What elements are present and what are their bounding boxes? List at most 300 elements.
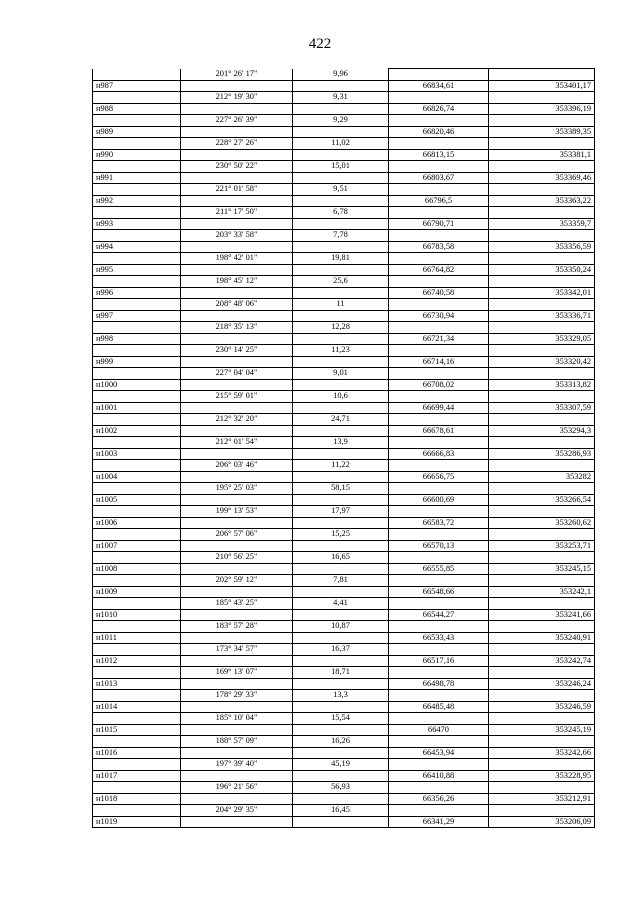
point-row: [93, 816, 595, 828]
x-coordinate-cell: 66730,94: [389, 310, 489, 322]
angle-cell: 204° 29' 35": [181, 805, 293, 817]
point-name-cell: н1018: [93, 793, 181, 805]
distance-cell: [293, 195, 389, 207]
angle-cell: [181, 195, 293, 207]
angle-cell: [181, 333, 293, 345]
y-coordinate-cell: [489, 437, 595, 449]
angle-cell: [181, 402, 293, 414]
x-coordinate-cell: [389, 552, 489, 564]
point-row: [93, 609, 595, 621]
point-name-cell: н996: [93, 287, 181, 299]
distance-cell: 16,65: [293, 552, 389, 564]
y-coordinate-cell: 353260,62: [489, 517, 595, 529]
point-name-cell: [93, 69, 181, 81]
angle-cell: [181, 218, 293, 230]
y-coordinate-cell: [489, 138, 595, 150]
segment-row: [93, 575, 595, 587]
y-coordinate-cell: 353282: [489, 471, 595, 483]
angle-cell: [181, 80, 293, 92]
distance-cell: [293, 494, 389, 506]
segment-row: [93, 667, 595, 679]
x-coordinate-cell: 66678,61: [389, 425, 489, 437]
angle-cell: [181, 448, 293, 460]
angle-cell: 206° 03' 46": [181, 460, 293, 472]
point-row: [93, 448, 595, 460]
point-name-cell: н1012: [93, 655, 181, 667]
x-coordinate-cell: [389, 115, 489, 127]
segment-row: [93, 621, 595, 633]
y-coordinate-cell: [489, 506, 595, 518]
segment-row: [93, 736, 595, 748]
x-coordinate-cell: [389, 690, 489, 702]
point-row: [93, 540, 595, 552]
angle-cell: 227° 04' 04": [181, 368, 293, 380]
angle-cell: [181, 609, 293, 621]
angle-cell: 198° 45' 12": [181, 276, 293, 288]
segment-row: [93, 483, 595, 495]
distance-cell: 9,51: [293, 184, 389, 196]
segment-row: [93, 782, 595, 794]
angle-cell: [181, 747, 293, 759]
point-name-cell: н998: [93, 333, 181, 345]
x-coordinate-cell: [389, 598, 489, 610]
x-coordinate-cell: 66790,71: [389, 218, 489, 230]
point-row: [93, 402, 595, 414]
point-row: [93, 310, 595, 322]
y-coordinate-cell: [489, 552, 595, 564]
x-coordinate-cell: 66813,15: [389, 149, 489, 161]
angle-cell: [181, 172, 293, 184]
point-name-cell: [93, 161, 181, 173]
angle-cell: [181, 310, 293, 322]
distance-cell: 9,01: [293, 368, 389, 380]
point-name-cell: н1014: [93, 701, 181, 713]
y-coordinate-cell: 353396,19: [489, 103, 595, 115]
distance-cell: [293, 816, 389, 828]
distance-cell: 6,78: [293, 207, 389, 219]
x-coordinate-cell: 66570,13: [389, 540, 489, 552]
segment-row: [93, 460, 595, 472]
x-coordinate-cell: [389, 207, 489, 219]
angle-cell: 211° 17' 50": [181, 207, 293, 219]
distance-cell: [293, 724, 389, 736]
distance-cell: [293, 609, 389, 621]
point-name-cell: [93, 414, 181, 426]
distance-cell: [293, 126, 389, 138]
angle-cell: 230° 50' 22": [181, 161, 293, 173]
segment-row: [93, 759, 595, 771]
point-name-cell: [93, 736, 181, 748]
y-coordinate-cell: [489, 230, 595, 242]
point-name-cell: н997: [93, 310, 181, 322]
point-row: [93, 218, 595, 230]
distance-cell: 9,31: [293, 92, 389, 104]
x-coordinate-cell: 66555,85: [389, 563, 489, 575]
angle-cell: 195° 25' 03": [181, 483, 293, 495]
segment-row: [93, 138, 595, 150]
y-coordinate-cell: 353286,93: [489, 448, 595, 460]
x-coordinate-cell: [389, 184, 489, 196]
y-coordinate-cell: [489, 322, 595, 334]
y-coordinate-cell: 353381,1: [489, 149, 595, 161]
point-row: [93, 793, 595, 805]
y-coordinate-cell: 353245,15: [489, 563, 595, 575]
angle-cell: 218° 35' 13": [181, 322, 293, 334]
segment-row: [93, 299, 595, 311]
y-coordinate-cell: [489, 207, 595, 219]
y-coordinate-cell: [489, 368, 595, 380]
angle-cell: 201° 26' 17": [181, 69, 293, 81]
point-name-cell: н990: [93, 149, 181, 161]
y-coordinate-cell: 353228,95: [489, 770, 595, 782]
y-coordinate-cell: [489, 782, 595, 794]
y-coordinate-cell: [489, 759, 595, 771]
y-coordinate-cell: [489, 253, 595, 265]
y-coordinate-cell: 353307,59: [489, 402, 595, 414]
distance-cell: [293, 172, 389, 184]
x-coordinate-cell: [389, 345, 489, 357]
y-coordinate-cell: [489, 184, 595, 196]
point-name-cell: н995: [93, 264, 181, 276]
x-coordinate-cell: 66764,82: [389, 264, 489, 276]
point-row: [93, 103, 595, 115]
point-name-cell: н1010: [93, 609, 181, 621]
angle-cell: 173° 34' 57": [181, 644, 293, 656]
point-name-cell: [93, 92, 181, 104]
distance-cell: 9,29: [293, 115, 389, 127]
y-coordinate-cell: 353245,19: [489, 724, 595, 736]
point-name-cell: н1019: [93, 816, 181, 828]
point-name-cell: [93, 345, 181, 357]
distance-cell: 11,23: [293, 345, 389, 357]
y-coordinate-cell: [489, 690, 595, 702]
point-name-cell: [93, 299, 181, 311]
x-coordinate-cell: [389, 299, 489, 311]
angle-cell: [181, 655, 293, 667]
segment-row: [93, 506, 595, 518]
angle-cell: 197° 39' 40": [181, 759, 293, 771]
angle-cell: [181, 632, 293, 644]
x-coordinate-cell: [389, 391, 489, 403]
x-coordinate-cell: [389, 138, 489, 150]
y-coordinate-cell: [489, 575, 595, 587]
angle-cell: 221° 01' 58": [181, 184, 293, 196]
point-name-cell: [93, 644, 181, 656]
y-coordinate-cell: 353369,46: [489, 172, 595, 184]
point-row: [93, 517, 595, 529]
angle-cell: [181, 517, 293, 529]
distance-cell: 19,81: [293, 253, 389, 265]
point-row: [93, 747, 595, 759]
distance-cell: [293, 770, 389, 782]
x-coordinate-cell: 66341,29: [389, 816, 489, 828]
point-name-cell: н999: [93, 356, 181, 368]
segment-row: [93, 414, 595, 426]
x-coordinate-cell: [389, 253, 489, 265]
angle-cell: 169° 13' 07": [181, 667, 293, 679]
distance-cell: [293, 448, 389, 460]
point-name-cell: [93, 276, 181, 288]
y-coordinate-cell: [489, 644, 595, 656]
point-name-cell: [93, 713, 181, 725]
y-coordinate-cell: 353246,59: [489, 701, 595, 713]
point-name-cell: [93, 207, 181, 219]
point-row: [93, 356, 595, 368]
point-name-cell: [93, 552, 181, 564]
survey-table-body: [93, 69, 595, 828]
point-name-cell: н1016: [93, 747, 181, 759]
segment-row: [93, 92, 595, 104]
y-coordinate-cell: 353212,91: [489, 793, 595, 805]
point-row: [93, 333, 595, 345]
x-coordinate-cell: [389, 759, 489, 771]
x-coordinate-cell: [389, 161, 489, 173]
segment-row: [93, 713, 595, 725]
point-name-cell: [93, 690, 181, 702]
x-coordinate-cell: [389, 575, 489, 587]
x-coordinate-cell: 66820,46: [389, 126, 489, 138]
survey-coordinates-table: [92, 68, 595, 828]
y-coordinate-cell: [489, 345, 595, 357]
x-coordinate-cell: 66666,83: [389, 448, 489, 460]
y-coordinate-cell: 353320,42: [489, 356, 595, 368]
distance-cell: 4,41: [293, 598, 389, 610]
segment-row: [93, 253, 595, 265]
point-name-cell: н1000: [93, 379, 181, 391]
x-coordinate-cell: [389, 276, 489, 288]
segment-row: [93, 805, 595, 817]
x-coordinate-cell: 66803,67: [389, 172, 489, 184]
point-name-cell: н1015: [93, 724, 181, 736]
x-coordinate-cell: 66783,58: [389, 241, 489, 253]
x-coordinate-cell: [389, 414, 489, 426]
angle-cell: 210° 56' 25": [181, 552, 293, 564]
angle-cell: [181, 724, 293, 736]
y-coordinate-cell: [489, 736, 595, 748]
x-coordinate-cell: 66548,66: [389, 586, 489, 598]
point-name-cell: н1004: [93, 471, 181, 483]
y-coordinate-cell: 353336,71: [489, 310, 595, 322]
point-name-cell: н1007: [93, 540, 181, 552]
point-name-cell: н1003: [93, 448, 181, 460]
distance-cell: 7,81: [293, 575, 389, 587]
angle-cell: 212° 32' 20": [181, 414, 293, 426]
angle-cell: 183° 57' 28": [181, 621, 293, 633]
point-row: [93, 494, 595, 506]
x-coordinate-cell: [389, 782, 489, 794]
x-coordinate-cell: [389, 322, 489, 334]
x-coordinate-cell: [389, 667, 489, 679]
distance-cell: [293, 517, 389, 529]
y-coordinate-cell: 353266,54: [489, 494, 595, 506]
angle-cell: 208° 48' 06": [181, 299, 293, 311]
distance-cell: [293, 287, 389, 299]
angle-cell: 227° 26' 39": [181, 115, 293, 127]
distance-cell: 16,45: [293, 805, 389, 817]
y-coordinate-cell: 353242,66: [489, 747, 595, 759]
angle-cell: [181, 264, 293, 276]
angle-cell: 188° 57' 09": [181, 736, 293, 748]
point-name-cell: н1001: [93, 402, 181, 414]
x-coordinate-cell: 66356,26: [389, 793, 489, 805]
distance-cell: [293, 701, 389, 713]
point-name-cell: н1006: [93, 517, 181, 529]
segment-row: [93, 69, 595, 81]
segment-row: [93, 391, 595, 403]
x-coordinate-cell: [389, 644, 489, 656]
angle-cell: [181, 770, 293, 782]
angle-cell: 230° 14' 25": [181, 345, 293, 357]
angle-cell: 185° 43' 25": [181, 598, 293, 610]
segment-row: [93, 184, 595, 196]
distance-cell: 25,6: [293, 276, 389, 288]
x-coordinate-cell: 66708,02: [389, 379, 489, 391]
point-row: [93, 724, 595, 736]
y-coordinate-cell: [489, 529, 595, 541]
x-coordinate-cell: 66410,88: [389, 770, 489, 782]
segment-row: [93, 345, 595, 357]
point-row: [93, 632, 595, 644]
angle-cell: [181, 678, 293, 690]
distance-cell: 15,25: [293, 529, 389, 541]
angle-cell: 212° 19' 30": [181, 92, 293, 104]
distance-cell: [293, 310, 389, 322]
distance-cell: [293, 103, 389, 115]
x-coordinate-cell: 66453,94: [389, 747, 489, 759]
distance-cell: [293, 149, 389, 161]
point-name-cell: [93, 437, 181, 449]
y-coordinate-cell: [489, 276, 595, 288]
angle-cell: [181, 103, 293, 115]
x-coordinate-cell: 66583,72: [389, 517, 489, 529]
y-coordinate-cell: 353242,74: [489, 655, 595, 667]
y-coordinate-cell: 353206,09: [489, 816, 595, 828]
page-number: 422: [308, 36, 332, 52]
point-row: [93, 241, 595, 253]
distance-cell: [293, 563, 389, 575]
distance-cell: 13,9: [293, 437, 389, 449]
segment-row: [93, 598, 595, 610]
distance-cell: 11: [293, 299, 389, 311]
y-coordinate-cell: 353389,35: [489, 126, 595, 138]
point-name-cell: н987: [93, 80, 181, 92]
x-coordinate-cell: 66721,34: [389, 333, 489, 345]
distance-cell: [293, 402, 389, 414]
y-coordinate-cell: 353356,59: [489, 241, 595, 253]
y-coordinate-cell: 353253,71: [489, 540, 595, 552]
x-coordinate-cell: [389, 92, 489, 104]
y-coordinate-cell: 353240,91: [489, 632, 595, 644]
x-coordinate-cell: 66699,44: [389, 402, 489, 414]
angle-cell: 228° 27' 26": [181, 138, 293, 150]
distance-cell: [293, 218, 389, 230]
point-row: [93, 126, 595, 138]
point-name-cell: [93, 667, 181, 679]
point-name-cell: н1002: [93, 425, 181, 437]
y-coordinate-cell: 353329,05: [489, 333, 595, 345]
point-name-cell: н993: [93, 218, 181, 230]
x-coordinate-cell: 66740,58: [389, 287, 489, 299]
segment-row: [93, 276, 595, 288]
point-row: [93, 80, 595, 92]
point-name-cell: н1009: [93, 586, 181, 598]
x-coordinate-cell: 66834,61: [389, 80, 489, 92]
angle-cell: [181, 586, 293, 598]
point-name-cell: н994: [93, 241, 181, 253]
y-coordinate-cell: [489, 92, 595, 104]
point-row: [93, 655, 595, 667]
distance-cell: 56,93: [293, 782, 389, 794]
y-coordinate-cell: [489, 69, 595, 81]
segment-row: [93, 322, 595, 334]
point-name-cell: н1005: [93, 494, 181, 506]
distance-cell: [293, 747, 389, 759]
distance-cell: [293, 80, 389, 92]
distance-cell: 24,71: [293, 414, 389, 426]
point-name-cell: н1011: [93, 632, 181, 644]
x-coordinate-cell: [389, 805, 489, 817]
distance-cell: [293, 241, 389, 253]
x-coordinate-cell: 66714,16: [389, 356, 489, 368]
angle-cell: [181, 563, 293, 575]
distance-cell: [293, 678, 389, 690]
angle-cell: [181, 494, 293, 506]
point-name-cell: н1008: [93, 563, 181, 575]
angle-cell: 203° 33' 58": [181, 230, 293, 242]
x-coordinate-cell: 66600,69: [389, 494, 489, 506]
angle-cell: 178° 29' 33": [181, 690, 293, 702]
x-coordinate-cell: 66517,16: [389, 655, 489, 667]
distance-cell: 7,78: [293, 230, 389, 242]
point-name-cell: [93, 253, 181, 265]
angle-cell: [181, 379, 293, 391]
x-coordinate-cell: 66533,43: [389, 632, 489, 644]
angle-cell: 199° 13' 53": [181, 506, 293, 518]
angle-cell: [181, 816, 293, 828]
segment-row: [93, 529, 595, 541]
segment-row: [93, 368, 595, 380]
y-coordinate-cell: [489, 414, 595, 426]
angle-cell: [181, 149, 293, 161]
point-row: [93, 770, 595, 782]
point-name-cell: [93, 322, 181, 334]
point-name-cell: [93, 138, 181, 150]
point-row: [93, 149, 595, 161]
x-coordinate-cell: [389, 713, 489, 725]
distance-cell: [293, 655, 389, 667]
y-coordinate-cell: 353401,17: [489, 80, 595, 92]
distance-cell: 15,01: [293, 161, 389, 173]
x-coordinate-cell: [389, 736, 489, 748]
distance-cell: 58,15: [293, 483, 389, 495]
point-name-cell: н989: [93, 126, 181, 138]
y-coordinate-cell: 353241,66: [489, 609, 595, 621]
distance-cell: [293, 333, 389, 345]
distance-cell: 12,28: [293, 322, 389, 334]
angle-cell: [181, 241, 293, 253]
point-row: [93, 563, 595, 575]
point-row: [93, 195, 595, 207]
distance-cell: 10,87: [293, 621, 389, 633]
segment-row: [93, 552, 595, 564]
distance-cell: 11,02: [293, 138, 389, 150]
point-name-cell: [93, 598, 181, 610]
x-coordinate-cell: 66656,75: [389, 471, 489, 483]
point-name-cell: н992: [93, 195, 181, 207]
x-coordinate-cell: [389, 483, 489, 495]
point-row: [93, 287, 595, 299]
point-name-cell: [93, 115, 181, 127]
